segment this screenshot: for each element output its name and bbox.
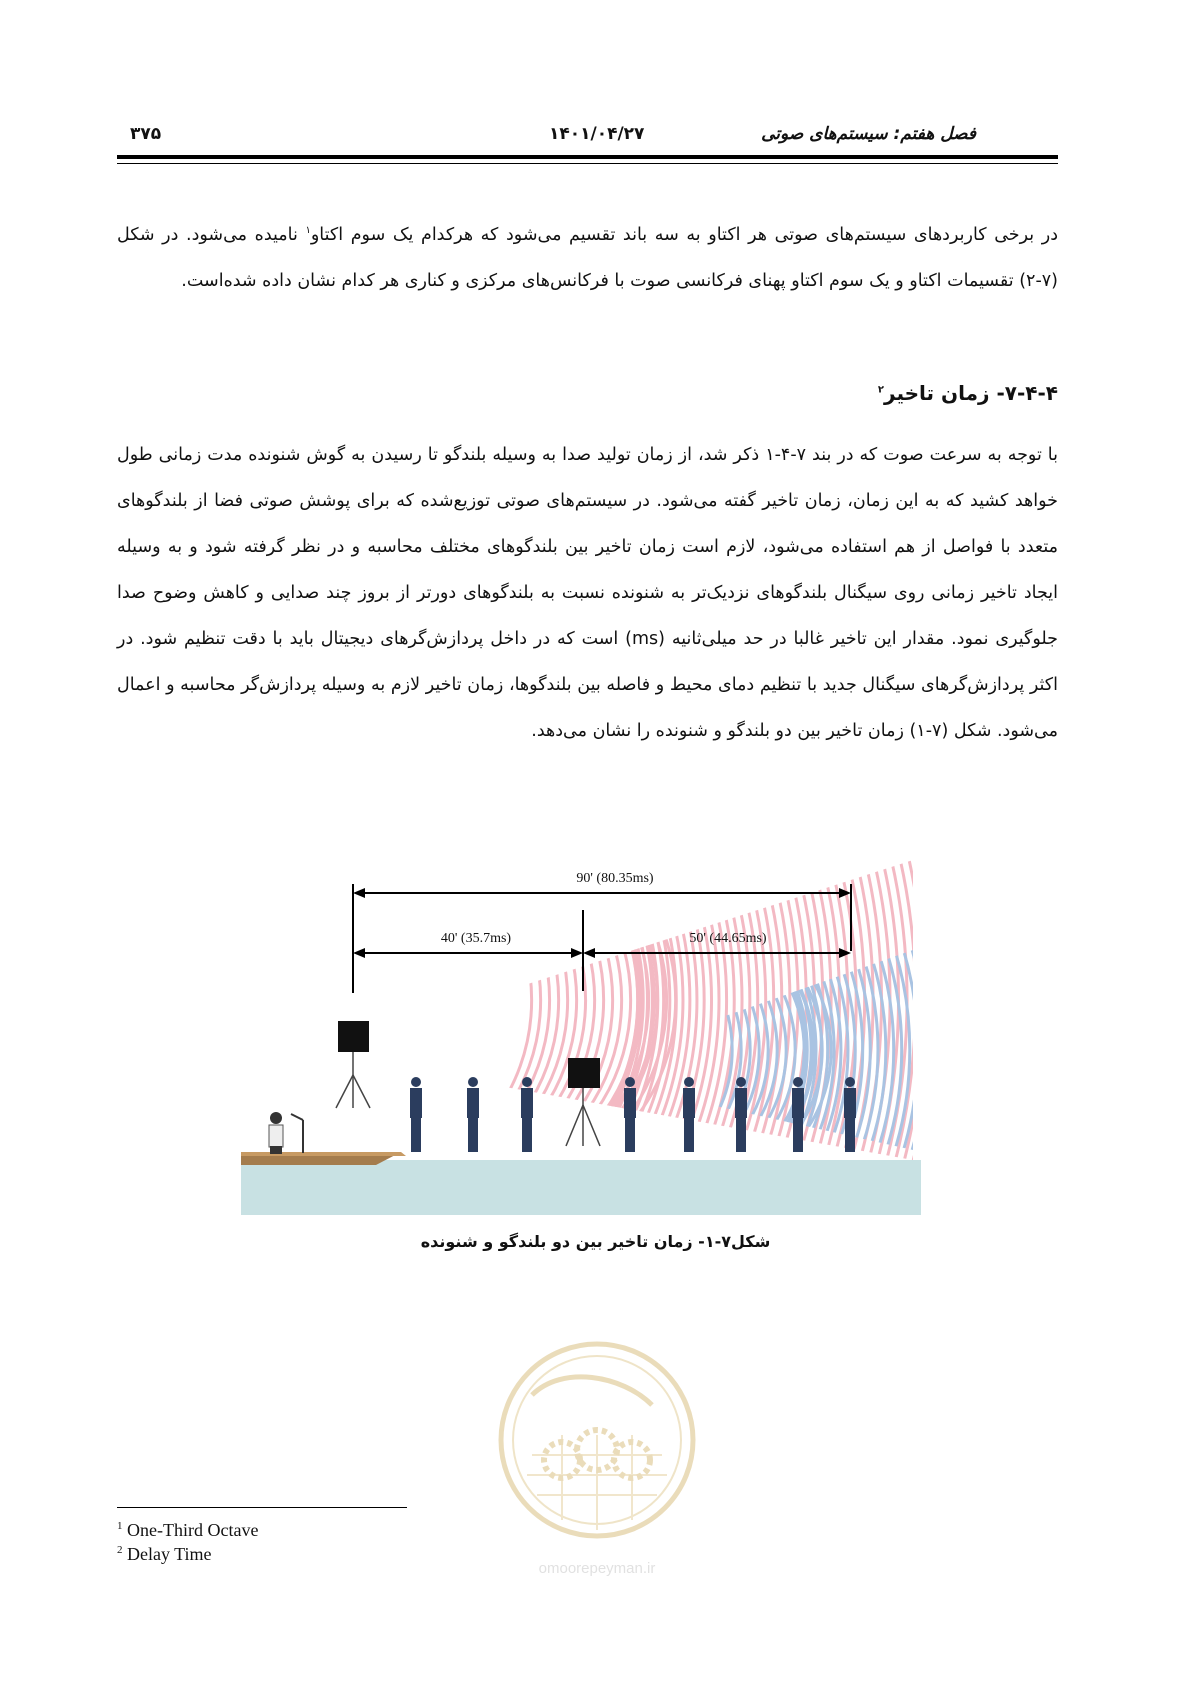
footnote-2-number: 2 bbox=[117, 1544, 123, 1556]
paragraph-octave bbox=[117, 208, 1058, 304]
figure-caption: شکل۷-۱- زمان تاخیر بین دو بلندگو و شنونده bbox=[420, 1232, 771, 1251]
paragraph-octave-part1: در برخی کاربردهای سیستم‌های صوتی هر اکتاو به سه باند تقسیم می‌شود که هرکدام یک سوم اکتاو bbox=[310, 224, 1058, 245]
listener-5 bbox=[683, 1077, 695, 1152]
paragraph-delay-time: با توجه به سرعت صوت که در بند ۷-۴-۱ ذکر شد، از زمان تولید صدا به وسیله بلندگو تا رسیدن به گوش شنونده مدت زمانی طول خواهد کشید که به این زمان، زمان تاخیر گفته می‌شود. در سیستم‌های صوتی توزیع‌شده که برای پوشش صوتی فضا از بلندگوهای متعدد با فواصل از هم استفاده می‌شود، لازم است زمان تاخیر بین بلندگوهای مختلف محاسبه و در نظر گرفته شود و به وسیله ایجاد تاخیر زمانی روی سیگنال بلندگوهای نزدیک‌تر به شنونده نسبت به بلندگوهای دورتر از بروز چند صدایی و کاهش وضوح صدا جلوگیری نمود. مقدار این تاخیر غالبا در حد میلی‌ثانیه (ms) است که در داخل پردازش‌گرهای دیجیتال باید با دقت تنظیم شود. در اکثر پردازش‌گرهای سیگنال جدید با تنظیم دمای محیط و فاصله بین بلندگوها، زمان تاخیر لازم به وسیله پردازش‌گر محاسبه و اعمال می‌شود. شکل (۷-۱) زمان تاخیر بین دو بلندگو و شنونده را نشان می‌دهد. bbox=[117, 445, 1059, 741]
watermark-logo bbox=[492, 1335, 702, 1585]
footnote-1 bbox=[117, 1520, 258, 1541]
header-rule-thick bbox=[117, 155, 1058, 159]
label-far-distance: 50' (44.65ms) bbox=[689, 931, 767, 946]
listener-2 bbox=[467, 1077, 479, 1152]
label-near-distance: 40' (35.7ms) bbox=[440, 931, 512, 946]
microphone-stand bbox=[291, 1114, 303, 1153]
listener-3 bbox=[521, 1077, 533, 1152]
section-title: ۷-۴-۴- زمان تاخیر bbox=[884, 381, 1058, 405]
presenter bbox=[269, 1112, 283, 1154]
footnote-ref-1: ۱ bbox=[305, 225, 311, 236]
header-rule-thin bbox=[117, 163, 1058, 164]
listener-8 bbox=[844, 1077, 856, 1152]
page-number: ۳۷۵ bbox=[130, 124, 162, 144]
footnote-2-text: Delay Time bbox=[127, 1544, 212, 1564]
floor bbox=[241, 1160, 921, 1215]
footnote-ref-2: ۲ bbox=[877, 384, 885, 396]
watermark-url: omoorepeyman.ir bbox=[538, 1560, 656, 1577]
listener-4 bbox=[624, 1077, 636, 1152]
footnote-2 bbox=[117, 1544, 212, 1565]
listener-7 bbox=[792, 1077, 804, 1152]
footnote-1-number: 1 bbox=[117, 1520, 123, 1532]
listener-6 bbox=[735, 1077, 747, 1152]
chapter-title: فصل هفتم: سیستم‌های صوتی bbox=[761, 124, 976, 144]
delay-time-figure bbox=[241, 860, 921, 1220]
paragraph-octave-part2: نامیده می‌شود. در شکل (۷-۲) تقسیمات اکتاو و یک سوم اکتاو پهنای فرکانسی صوت با فرکانس‌های مرکزی و کناری هر کدام نشان داده شده‌است. bbox=[117, 224, 1058, 291]
footnote-1-text: One-Third Octave bbox=[127, 1520, 259, 1540]
section-heading bbox=[878, 381, 1058, 405]
label-total-distance: 90' (80.35ms) bbox=[576, 871, 654, 886]
header-date: ۱۴۰۱/۰۴/۲۷ bbox=[549, 124, 645, 144]
loudspeaker-far bbox=[566, 1058, 600, 1146]
loudspeaker-near bbox=[336, 1021, 370, 1108]
listener-1 bbox=[410, 1077, 422, 1152]
footnote-rule bbox=[117, 1507, 407, 1508]
